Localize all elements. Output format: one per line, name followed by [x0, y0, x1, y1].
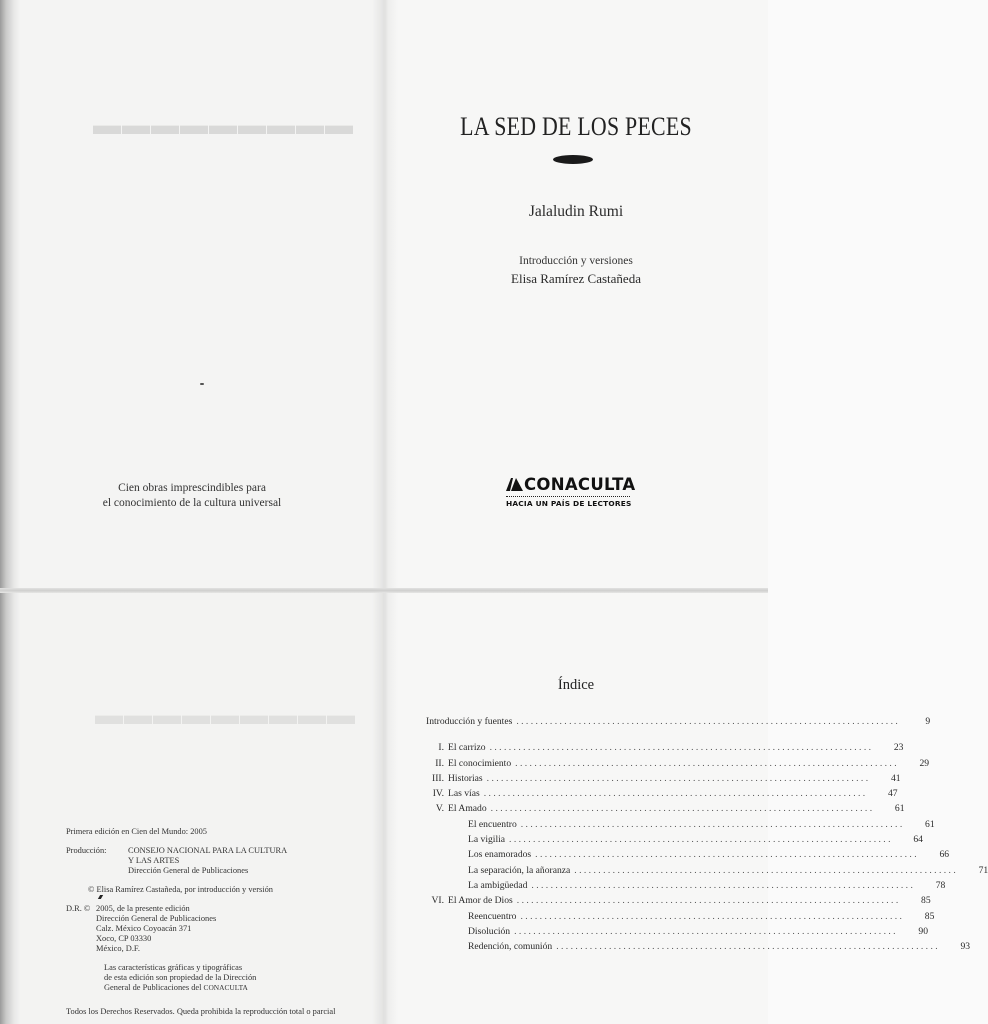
toc-row — [426, 742, 904, 757]
toc-row — [426, 849, 950, 864]
toc-leader-dots: ................................................................................ — [520, 910, 905, 922]
toc-entry-number: V. — [435, 803, 444, 815]
toc-row — [426, 895, 931, 910]
toc-entry-label: Historias — [448, 772, 483, 784]
dr-line-2: Dirección General de Publicaciones — [96, 914, 217, 923]
publisher-tagline: HACIA UN PAÍS DE LECTORES — [506, 499, 632, 508]
toc-leader-dots: ................................................................................ — [520, 818, 905, 830]
toc-entry-page: 85 — [924, 910, 935, 922]
toc-entry-page: 41 — [890, 772, 901, 784]
toc-row — [426, 757, 930, 773]
rights-line-3-org: CONACULTA — [203, 983, 248, 992]
introduction-label: Introducción y versiones — [519, 255, 633, 267]
title-page — [384, 0, 768, 590]
toc-entry-label: El encuentro — [468, 818, 517, 830]
translator-name: Elisa Ramírez Castañeda — [511, 271, 641, 286]
bleed-through-text: ▬▬▬▬▬▬▬▬▬ — [94, 700, 355, 731]
bleed-through-text: ▬▬▬▬▬▬▬▬▬ — [92, 110, 353, 141]
scan-seam — [0, 588, 768, 593]
toc-entry-page: 23 — [893, 742, 904, 754]
rights-line-3-text: General de Publicaciones del — [104, 983, 202, 992]
toc-entry-page: 9 — [925, 716, 931, 727]
production-line-3: Dirección General de Publicaciones — [128, 866, 249, 875]
toc-entry-label: Disolución — [468, 925, 511, 937]
dr-line-5: México, D.F. — [96, 944, 140, 953]
toc-entry-label: La ambigüedad — [468, 879, 528, 891]
toc-leader-dots: ................................................................................ — [486, 772, 871, 784]
toc-entry-number: I. — [438, 742, 444, 754]
toc-entry-label: Las vías — [448, 788, 480, 800]
toc-leader-dots: ................................................................................ — [509, 834, 893, 846]
toc-row — [426, 941, 971, 956]
toc-entry-label: La separación, la añoranza — [468, 864, 571, 876]
toc-entry-number: II. — [435, 757, 444, 769]
credits-block — [66, 827, 376, 993]
toc-leader-dots: ................................................................................ — [516, 716, 901, 727]
dr-label: D.R. © — [66, 904, 91, 913]
toc-entry-label: Redención, comunión — [468, 941, 553, 953]
toc-leader-dots: ................................................................................ — [535, 849, 920, 861]
toc-row — [426, 772, 901, 788]
toc-row — [426, 818, 935, 834]
toc-entry-page: 85 — [921, 895, 931, 907]
toc-leader-dots: ................................................................................ — [516, 895, 901, 907]
toc-entry-label: La vigilia — [468, 834, 506, 846]
publisher-name: CONACULTA — [524, 475, 636, 494]
index-page — [384, 590, 988, 1024]
toc-row — [426, 910, 935, 926]
book-binding-edge — [0, 0, 20, 1024]
toc-entry-page: 78 — [935, 879, 946, 891]
production-line-2: Y LAS ARTES — [128, 856, 180, 865]
series-caption-line-2: el conocimiento de la cultura universal — [102, 497, 282, 509]
dr-line-3: Calz. México Coyoacán 371 — [96, 924, 192, 933]
toc-row — [426, 925, 928, 941]
rights-line-3 — [104, 983, 376, 993]
toc-row — [426, 864, 988, 880]
toc-entry-page: 64 — [913, 834, 923, 846]
book-title: LA SED DE LOS PECES — [460, 112, 692, 141]
toc-entry-number: III. — [432, 772, 444, 784]
toc-leader-dots: ................................................................................ — [489, 742, 874, 754]
toc-entry-page: 90 — [918, 925, 928, 937]
toc-entry-page: 93 — [960, 941, 971, 953]
toc-entry-number: IV. — [432, 788, 444, 800]
toc-entry-label: Reencuentro — [468, 910, 517, 922]
toc-leader-dots: ................................................................................ — [574, 864, 959, 876]
toc-leader-dots: ................................................................................ — [531, 879, 916, 891]
toc-row-intro — [426, 716, 931, 731]
production-line-1: CONSEJO NACIONAL PARA LA CULTURA — [128, 846, 288, 855]
conaculta-mark-icon — [506, 478, 523, 491]
dr-line-1: 2005, de la presente edición — [96, 904, 190, 913]
series-caption-line-1: Cien obras imprescindibles para — [118, 482, 266, 494]
rights-line-1: Las características gráficas y tipográficas — [104, 963, 243, 972]
publisher-logo — [506, 475, 646, 508]
toc-row — [426, 879, 946, 895]
toc-leader-dots: ................................................................................ — [490, 803, 875, 815]
toc-row — [426, 803, 905, 818]
table-of-contents — [426, 716, 988, 956]
toc-entry-label: El conocimiento — [448, 757, 512, 769]
toc-entry-page: 61 — [894, 803, 905, 815]
rights-line-2: de esta edición son propiedad de la Dirección — [104, 973, 257, 982]
first-edition-line: Primera edición en Cien del Mundo: 2005 — [66, 827, 207, 836]
toc-entry-label: Los enamorados — [468, 849, 532, 861]
series-caption — [0, 481, 384, 511]
index-heading: Índice — [557, 677, 595, 693]
print-speck — [200, 383, 204, 385]
reserved-rights-line: Todos los Derechos Reservados. Queda prohibida la reproducción total o parcial — [66, 1007, 336, 1016]
title-ornament — [553, 155, 593, 164]
toc-leader-dots: ................................................................................ — [483, 788, 868, 800]
copyright-page — [0, 590, 384, 1024]
logo-dotted-rule — [506, 496, 630, 497]
toc-entry-page: 61 — [925, 818, 935, 830]
toc-entry-page: 66 — [939, 849, 950, 861]
half-title-verso-page — [0, 0, 384, 590]
toc-row — [426, 788, 898, 803]
production-label: Producción: — [66, 846, 107, 855]
toc-leader-dots: ................................................................................ — [515, 757, 900, 769]
toc-entry-label: El carrizo — [448, 742, 486, 754]
toc-entry-label: Introducción y fuentes — [426, 716, 513, 727]
toc-entry-page: 29 — [919, 757, 930, 769]
toc-entry-label: El Amado — [448, 803, 487, 815]
translator-copyright: © Elisa Ramírez Castañeda, por introducción y versión — [88, 885, 273, 894]
toc-entry-label: El Amor de Dios — [448, 895, 513, 907]
toc-entry-page: 47 — [888, 788, 898, 800]
toc-leader-dots: ................................................................................ — [514, 925, 898, 937]
author-name: Jalaludin Rumi — [528, 203, 624, 220]
toc-entry-page: 71 — [978, 864, 988, 876]
toc-leader-dots: ................................................................................ — [556, 941, 941, 953]
toc-entry-number: VI. — [431, 895, 444, 907]
book-gutter-shadow — [372, 0, 398, 1024]
dr-line-4: Xoco, CP 03330 — [96, 934, 152, 943]
toc-row — [426, 834, 923, 849]
